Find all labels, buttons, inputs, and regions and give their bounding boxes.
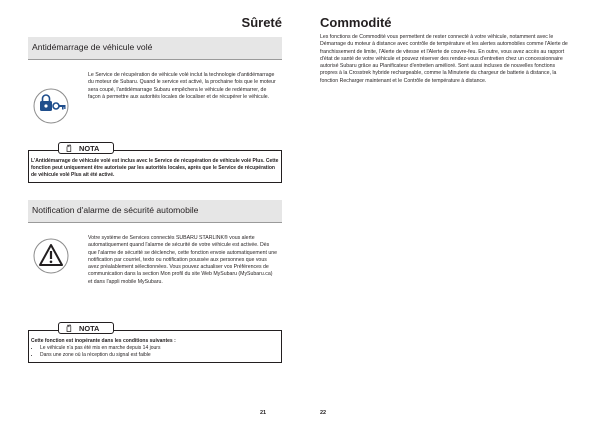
note-tab-2 [58,322,114,334]
section-title-notification-alarme: Notification d'alarme de sécurité automobile [32,205,199,215]
note-label-1: NOTA [79,144,100,153]
note-list-2 [31,345,279,359]
hand-note-icon [65,324,73,332]
car-lock-key-icon [33,88,69,124]
note-tab-1 [58,142,114,154]
section-title-antidemarrage: Antidémarrage de véhicule volé [32,42,153,52]
page-header-commodite: Commodité [320,15,392,30]
page-number-left: 21 [260,410,267,416]
commodite-body: Les fonctions de Commodité vous permettent de rester connecté à votre véhicule, notamment avec le Démarrage du moteur à distance avec contrôle de température et les alertes automobiles comme l'Alerte de franchissement de limite, l'Alerte de vitesse et l'Alerte de couvre-feu. En outre, vous avez accès au rapport d'état de santé de votre véhicule et pouvez réserver des rendez-vous d'entretien chez un concessionnaire autorisé Subaru grâce au Planificateur d'entretien amélioré. Sont aussi incluses de nouvelles fonctions propres à la Crosstrek hybride rechargeable, comme la Minuterie du chargeur de batterie à distance, la fonction Recharger maintenant et le Contrôle de température à distance. [320,34,568,84]
page-header-surete: Sûreté [241,15,282,30]
warning-triangle-icon [33,238,69,274]
section-title-band-1 [28,37,282,60]
hand-note-icon [65,144,73,152]
section-title-band-2 [28,200,282,223]
right-page [300,0,600,430]
note-text-1: L'Antidémarrage de véhicule volé est inclus avec le Service de récupération de véhicule volé Plus. Cette fonction peut uniquement être autorisée par les autorités locales, après que le Service de récupération de véhicule volé Plus ait été activé. [31,158,279,178]
section-body-antidemarrage: Le Service de récupération de véhicule volé inclut la technologie d'antidémarrage du moteur de Subaru. Quand le service est activé, la prochaine fois que le moteur sera coupé, l'antidémarrage Subaru empêchera le véhicule de redémarrer, de façon à permettre aux autorités locales de localiser et de récupérer le véhicule. [88,72,276,100]
page-number-right: 22 [320,410,327,416]
note-list-item: • Le véhicule n'a pas été mis en marche depuis 14 jours [40,345,279,352]
note-box-1 [28,150,282,183]
section-body-notification-alarme: Votre système de Services connectés SUBARU STARLINK® vous alerte automatiquement quand l'alarme de sécurité de votre véhicule est activée. Dès que l'alarme de sécurité se déclenche, cette fonction envoie automatiquement une notification par courriel, texto ou notification poussée aux personnes que vous avez préalablement sélectionnées. Vous pouvez actualiser vos Préférences de communication dans la section Mon profil du site Web MySubaru (MySubaru.ca) et dans l'appli mobile MySubaru. [88,235,278,285]
note-intro-2: Cette fonction est inopérante dans les conditions suivantes : [31,338,176,344]
note-label-2: NOTA [79,324,100,333]
note-box-2 [28,330,282,363]
note-list-item: • Dans une zone où la réception du signal est faible [40,352,279,359]
